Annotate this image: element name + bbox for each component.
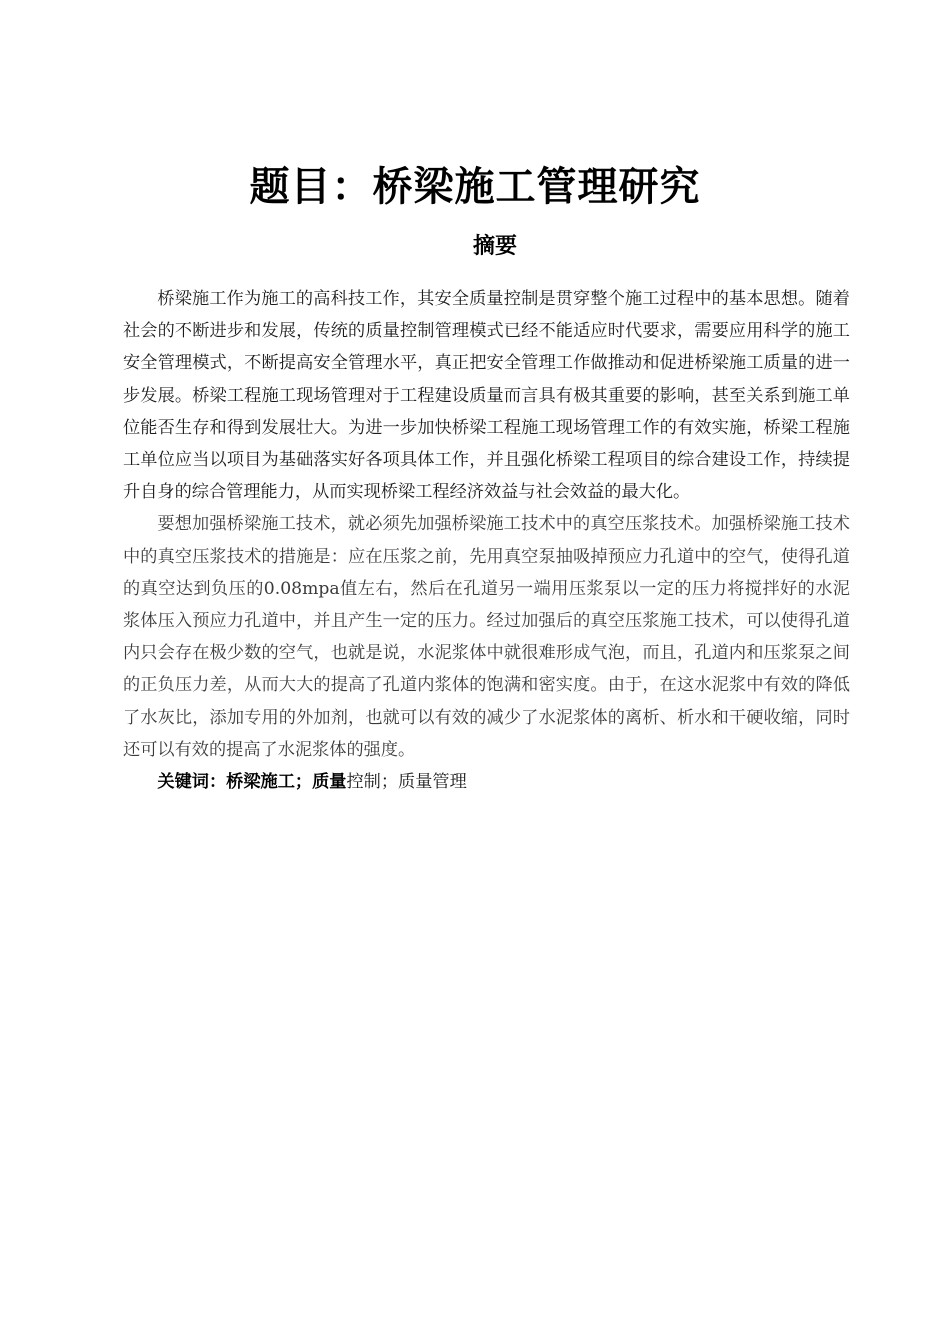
keywords-line <box>123 766 850 798</box>
keywords-label: 关键词：桥梁施工；质量 <box>157 772 347 793</box>
abstract-heading: 摘要 <box>472 234 517 259</box>
abstract-paragraph-2: 要想加强桥梁施工技术，就必须先加强桥梁施工技术中的真空压浆技术。加强桥梁施工技术中的真空压浆技术的措施是：应在压浆之前，先用真空泵抽吸掉预应力孔道中的空气，使得孔道的真空达到负压的0.08mpa值左右，然后在孔道另一端用压浆泵以一定的压力将搅拌好的水泥浆体压入预应力孔道中，并且产生一定的压力。经过加强后的真空压浆施工技术，可以使得孔道内只会存在极少数的空气，也就是说，水泥浆体中就很难形成气泡，而且，孔道内和压浆泵之间的正负压力差，从而大大的提高了孔道内浆体的饱满和密实度。由于，在这水泥浆中有效的降低了水灰比，添加专用的外加剂，也就可以有效的减少了水泥浆体的离析、析水和干硬收缩，同时还可以有效的提高了水泥浆体的强度。 <box>123 514 850 760</box>
keywords-rest: 控制；质量管理 <box>346 772 467 793</box>
abstract-body <box>123 283 850 798</box>
document-title: 题目：桥梁施工管理研究 <box>249 164 701 210</box>
abstract-paragraph-1: 桥梁施工作为施工的高科技工作，其安全质量控制是贯穿整个施工过程中的基本思想。随着社会的不断进步和发展，传统的质量控制管理模式已经不能适应时代要求，需要应用科学的施工安全管理模式，不断提高安全管理水平，真正把安全管理工作做推动和促进桥梁施工质量的进一步发展。桥梁工程施工现场管理对于工程建设质量而言具有极其重要的影响，甚至关系到施工单位能否生存和得到发展壮大。为进一步加快桥梁工程施工现场管理工作的有效实施，桥梁工程施工单位应当以项目为基础落实好各项具体工作，并且强化桥梁工程项目的综合建设工作，持续提升自身的综合管理能力，从而实现桥梁工程经济效益与社会效益的最大化。 <box>123 289 850 503</box>
